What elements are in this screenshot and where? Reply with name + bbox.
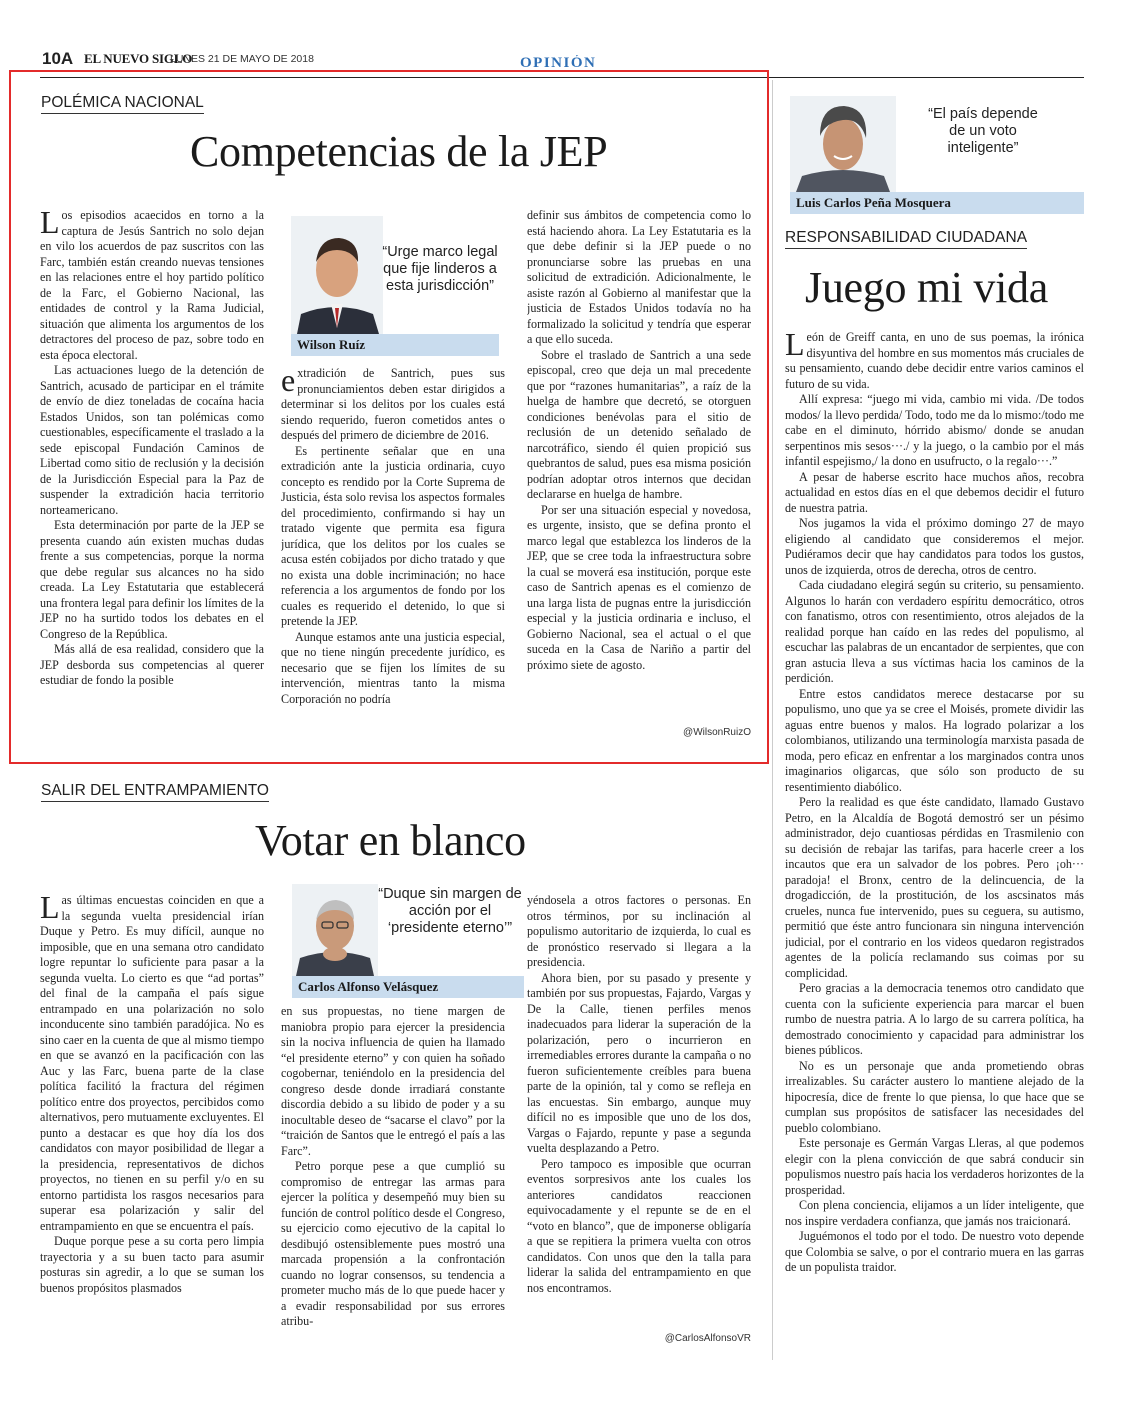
article1-kicker: POLÉMICA NACIONAL: [41, 94, 204, 114]
paragraph: Allí expresa: “juego mi vida, cambio mi vida. /De todos modos/ la llevo perdida/ Todo, todo me da lo mismo:/todo me cabe en el diminuto, hórrido abismo/ donde se anudan serpentinos mis sesos···./ y la juego, o la cambio por el más infantil espejismo,/ la dono en usufructo, o la regalo···.”: [785, 392, 1084, 468]
paragraph: Los episodios acaecidos en torno a la captura de Jesús Santrich no solo dejan en vilo los acuerdos de paz suscritos con las Farc, también están creando nuevas tensiones en las relaciones entre el hoy partido político de la Farc, el Gobierno Nacional, las entidades de control y la Rama Judicial, situación que alimenta los argumentos de los detractores del proceso de paz, sobre todo en esta época electoral.: [40, 208, 264, 362]
article2-column-1: [40, 893, 264, 1353]
page-number: 10A: [42, 49, 74, 68]
paragraph: Duque porque pese a su corta pero limpia trayectoria y a su buen tacto para asumir posturas sin agredir, a lo que se suman los buenos propósitos plasmados: [40, 1234, 264, 1295]
pull-quote: “Duque sin margen de acción por el ‘presidente eterno’”: [378, 886, 522, 936]
paragraph: Pero gracias a la democracia tenemos otro candidato que cuenta con la suficiente experiencia para marcar el buen rumbo de nuestra patria. A lo largo de su carrera política, ha demostrado conocimiento y capacidad para administrar los bienes públicos.: [785, 981, 1084, 1057]
author-photo: [292, 884, 378, 976]
article2-column-3: [527, 893, 751, 1330]
paragraph: Esta determinación por parte de la JEP se presenta cuando aún existen muchas dudas frente a sus competencias, porque la norma que debe regular sus alcances no ha sido creada. La Ley Estatutaria que establecerá una frontera legal para definir los límites de la JEP no ha surtido todos los debates en el Congreso de la República.: [40, 518, 264, 641]
portrait-wilson-icon: [291, 216, 383, 334]
pull-quote: “Urge marco legal que fije linderos a esta jurisdicción”: [382, 244, 498, 294]
paragraph: Por ser una situación especial y novedosa, es urgente, insisto, que se defina pronto el marco legal que establezca los linderos de la JEP, que se cree toda la infraestructura sobre la cual se moverá esa institución, porque este caso de Santrich apenas es el comienzo de una larga lista de pugnas entre la jurisdicción especial y la justicia ordinaria e incluso, el Gobierno Nacional, sea el actual o el que suceda en la Casa de Nariño a partir del próximo siete de agosto.: [527, 502, 751, 672]
author-handle: @CarlosAlfonsoVR: [664, 1333, 751, 1344]
article2-column-2: [281, 1004, 505, 1354]
paragraph: Nos jugamos la vida el próximo domingo 27 de mayo eligiendo al candidato que consideremos el mejor. Pudiéramos decir que hay candidatos para todos los gustos, unos de izquierda, otros de derecha, otros de centro.: [785, 516, 1084, 577]
page-header: [0, 0, 1124, 80]
paragraph: Las actuaciones luego de la detención de Santrich, acusado de participar en el trámite de envío de diez toneladas de cocaína hacia Estados Unidos, son tan polémicas como cuestionables, específicamente el traslado a la sede episcopal Fundación Caminos de Libertad como sitio de reclusión y la decisión de la Jurisdicción Especial para la Paz de suspender la extradición hacia territorio norteamericano.: [40, 363, 264, 517]
article1-column-1: [40, 208, 264, 748]
article1-column-2: [281, 366, 505, 748]
article2-kicker: SALIR DEL ENTRAMPAMIENTO: [41, 782, 269, 802]
author-name-bar: Carlos Alfonso Velásquez: [292, 976, 524, 998]
article1-headline: Competencias de la JEP: [190, 127, 608, 176]
paragraph: Entre estos candidatos merece destacarse por su populismo, uno que ya se cree el Moisés, promete dividir las aguas entre buenos y malos. Ha logrado polarizar a los colombianos, utilizando una terminología marxista pasada de moda, pero eficaz en enfrentar a los marginados contra unos imaginarios oligarcas, que sólo son producto de su resentimiento diabólico.: [785, 686, 1084, 794]
paragraph: Este personaje es Germán Vargas Lleras, al que podemos elegir con la plena convicción de que sabrá conducir sin populismos nuestro país hacia los verdaderos horizontes de la prosperidad.: [785, 1136, 1084, 1197]
paragraph: Aunque estamos ante una justicia especial, que no tiene ningún precedente jurídico, es necesario que se fijen los límites de su intervención, mientras tanto la misma Corporación no podría: [281, 629, 505, 706]
paragraph: extradición de Santrich, pues sus pronunciamientos deben estar dirigidos a determinar si los delitos por los cuales está siendo requerido, fueron cometidos antes o después del primero de diciembre de 2016.: [281, 366, 505, 442]
portrait-luis-icon: [790, 96, 896, 192]
paragraph: Con plena conciencia, elijamos a un líder inteligente, que nos inspire verdadera confianza, que jamás nos traicionará.: [785, 1198, 1084, 1228]
paragraph: A pesar de haberse escrito hace muchos años, recobra actualidad en estos días en el que debemos decidir el futuro de nuestra patria.: [785, 469, 1084, 515]
paragraph: en sus propuestas, no tiene margen de maniobra propio para ejercer la presidencia sin la nociva influencia de quien ha llamado “el presidente eterno” y con quien ha soñado cogobernar, teniéndolo en la presidencia del congreso desde donde irradiará constante discordia debido a su libido de poder y a su inocultable deseo de “sacarse el clavo” por la “traición de Santos que le entregó el país a las Farc”.: [281, 1004, 505, 1158]
paragraph: Petro porque pese a que cumplió su compromiso de entregar las armas para ejercer la política y desempeñó muy bien su función de control político desde el Congreso, su ejercicio como ejecutivo de la capital lo desdibujó ostensiblemente pues mostró una marcada propensión a la confrontación cuando no lograr consensos, su tendencia a prometer mucho más de lo que puede hacer y a evadir responsabilidad por sus errores atribu-: [281, 1159, 505, 1328]
article3-kicker: RESPONSABILIDAD CIUDADANA: [785, 229, 1027, 249]
author-handle: @WilsonRuizO: [683, 727, 751, 738]
section-label: OPINIÓN: [520, 55, 597, 71]
paragraph: Ahora bien, por su pasado y presente y también por sus propuestas, Fajardo, Vargas y De la Calle, tienen perfiles menos inadecuados para liderar la superación de la polarización, pero o incurrieron en irremediables errores durante la campaña o no fueron suficientemente creíbles para buena parte de la opinión, tal y como se refleja en las encuestas. Sin embargo, aunque muy difícil no es imposible que uno de los dos, Vargas o Fajardo, repunte y pase a segunda vuelta desplazando a Petro.: [527, 970, 751, 1155]
pull-quote: “El país depende de un voto inteligente”: [928, 106, 1038, 156]
publication-date: LUNES 21 DE MAYO DE 2018: [170, 53, 314, 65]
author-name-bar: Wilson Ruíz: [291, 334, 499, 356]
article2-headline: Votar en blanco: [255, 816, 526, 865]
article1-column-3: [527, 208, 751, 724]
paragraph: León de Greiff canta, en uno de sus poemas, la irónica disyuntiva del hombre en sus momentos más cruciales de su pensamiento, cuando debe decidir entre varios caminos el futuro de su vida.: [785, 330, 1084, 391]
paragraph: Pero tampoco es imposible que ocurran eventos sorpresivos ante los cuales los anteriores candidatos reaccionen equivocadamente y el repunte se de en el “voto en blanco”, que de imponerse obligaría a que se repitiera la primera vuelta con otros candidatos. Con unos que den la talla para liderar la salida del entrampamiento en que nos encontramos.: [527, 1156, 751, 1295]
paragraph: No es un personaje que anda prometiendo obras irrealizables. Su carácter austero lo mantiene alejado de la hipocresía, dice de frente lo que piensa, lo que hace que se cumplan sus propósitos de satisfacer las necesidades del pueblo colombiano.: [785, 1058, 1084, 1135]
column-divider: [772, 80, 773, 1360]
author-photo: [790, 96, 896, 192]
portrait-carlos-icon: [292, 884, 378, 976]
paragraph: Juguémonos el todo por el todo. De nuestro voto depende que Colombia se salve, o por el contrario muera en las garras de un populista traidor.: [785, 1229, 1084, 1274]
article3-column: [785, 330, 1084, 1360]
paragraph: Las últimas encuestas coinciden en que a la segunda vuelta presidencial irían Duque y Petro. Es muy difícil, aunque no imposible, que en una semana otro candidato logre repuntar lo suficiente para pasar a la segunda vuelta. Lo cierto es que “ad portas” del final de la campaña el país sigue entrampado en una polarización no solo inconducente sino también paradójica. No es sino caer en la cuenta de que al mismo tiempo en que se avanzó en la pacificación con las Auc y las Farc, buena parte de la clase política facilitó la fractura del régimen político entre dos proyectos, percibidos como alternativos, pero mutuamente excluyentes. El punto a destacar es que hoy día los dos candidatos con mayor posibilidad de llegar a la presidencia, representativos de dichos proyectos, no tienen en su perfil y/o en su entorno partidista los rasgos necesarios para superar esa polarización y salir del entrampamiento en que se encuentra el país.: [40, 893, 264, 1233]
paragraph: definir sus ámbitos de competencia como lo está haciendo ahora. La Ley Estatutaria es la que debe definir si la JEP puede o no pronunciarse sobre las pruebas en una solicitud de extradición. Adicionalmente, le asiste razón al Gobierno al manifestar que la justicia de Estados Unidos todavía no ha formalizado la solicitud y tendría que esperar a que ello suceda.: [527, 208, 751, 346]
paragraph: Sobre el traslado de Santrich a una sede episcopal, creo que deja un mal precedente que por “razones humanitarias”, a raíz de la huelga de hambre que decretó, se otorguen condiciones benévolas para el sitio de reclusión de un detenido señalado de narcotráfico, siendo él quien propició sus quebrantos de salud, pues esa misma posición podrían adoptar otros internos que decidan declararse en huelga de hambre.: [527, 347, 751, 501]
paragraph: Cada ciudadano elegirá según su criterio, su pensamiento. Algunos lo harán con verdadero espíritu democrático, otros con fanatismo, otros con resentimiento, otros alejados de la realidad porque han caído en las redes del populismo, al escuchar las palabras de un encantador de serpientes, que con gran astucia lleva a sus víctimas hacia los caminos de la perdición.: [785, 578, 1084, 685]
author-name-bar: Luis Carlos Peña Mosquera: [790, 192, 1084, 214]
paragraph: yéndosela a otros factores o personas. En otros términos, por su inclinación al populismo autoritario de izquierda, lo cual es de pronóstico reservado si llegara a la presidencia.: [527, 893, 751, 969]
author-photo: [291, 216, 383, 334]
paragraph: Es pertinente señalar que en una extradición ante la justicia ordinaria, cuyo concepto es rendido por la Corte Suprema de Justicia, ésta solo revisa los aspectos formales del procedimiento, confirmando si hay un tratado vigente que permita esa figura jurídica, que los delitos por los cuales se acusa estén cobijados por dicho tratado y que no exista una doble incriminación; no hace referencia a los argumentos de fondo por los cuales es requerido el detenido, lo que si pretende la JEP.: [281, 443, 505, 628]
article3-headline: Juego mi vida: [805, 263, 1048, 312]
publication-name: EL NUEVO SIGLO: [84, 51, 193, 66]
paragraph: Pero la realidad es que éste candidato, llamado Gustavo Petro, en la Alcaldía de Bogotá demostró ser un pésimo administrador, dejo cuantiosas pérdidas en Trasmilenio con su decisión de rebajar las tarifas, para hacerle creer a los incautos que era un salvador de los pobres. Pero ¡oh··· paradoja! el Bronx, centro de la delincuencia, de la drogadicción, de la prostitución, de los ascsinatos más crueles, nunca fue intervenido, pues su ceguera, su autismo, permitió que éste antro funcionara sin ninguna intervención judicial, por el contrario en los videos quedaron registrados agentes de la policía reclamando sus coimas por su complicidad.: [785, 795, 1084, 980]
paragraph: Más allá de esa realidad, considero que la JEP desborda sus competencias al querer estudiar de fondo la posible: [40, 642, 264, 687]
